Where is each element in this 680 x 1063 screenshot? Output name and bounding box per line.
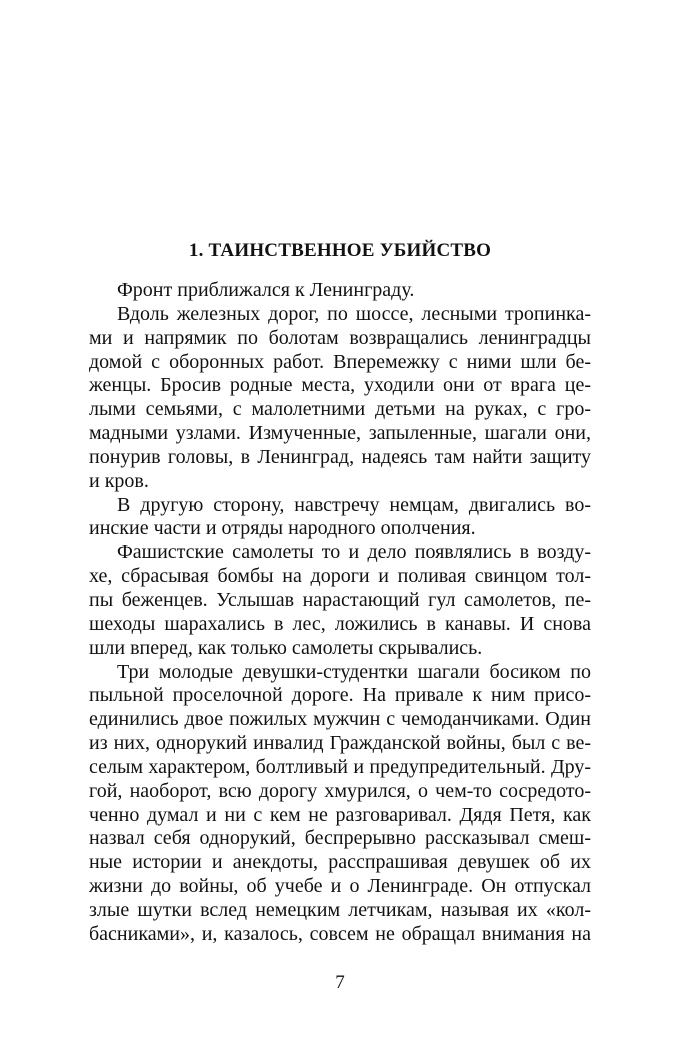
text-line: женцы. Бросив родные места, уходили они от врага це- <box>89 374 591 397</box>
text-line: и кров. <box>89 469 149 492</box>
text-line: ми и напрямик по болотам возвращались ленинградцы <box>89 326 591 349</box>
paragraph <box>89 279 591 303</box>
text-line: гой, наоборот, всю дорогу хмурился, о чем-то сосредото- <box>89 779 591 802</box>
text-line: мадными узлами. Измученные, запыленные, шагали они, <box>89 422 591 445</box>
text-line: жизни до войны, об учебе и о Ленинграде. Он отпускал <box>89 875 591 898</box>
text-line: селым характером, болтливый и предупредительный. Дру- <box>89 755 591 778</box>
text-line: домой с оборонных работ. Вперемежку с ними шли бе- <box>89 350 591 373</box>
text-line: Фашистские самолеты то и дело появлялись в возду- <box>117 541 591 564</box>
book-page <box>89 0 591 1063</box>
text-line: пы беженцев. Услышав нарастающий гул самолетов, пе- <box>89 588 591 611</box>
text-line: Вдоль железных дорог, по шоссе, лесными тропинка- <box>117 302 591 325</box>
paragraph <box>89 494 591 542</box>
text-line: назвал себя однорукий, беспрерывно рассказывал смеш- <box>89 827 591 850</box>
text-line: инские части и отряды народного ополчения. <box>89 517 476 540</box>
text-line: лыми семьями, с малолетними детьми на руках, с гро- <box>89 398 591 421</box>
text-line: из них, однорукий инвалид Гражданской войны, был с ве- <box>89 732 591 755</box>
text-line: пыльной проселочной дороге. На привале к ним присо- <box>89 684 591 707</box>
text-line: понурив головы, в Ленинград, надеясь там найти защиту <box>89 445 591 468</box>
page-number: 7 <box>335 972 345 993</box>
text-line: ченно думал и ни с кем не разговаривал. Дядя Петя, как <box>89 803 591 826</box>
text-line: В другую сторону, навстречу немцам, двигались во- <box>117 493 591 516</box>
text-line: злые шутки вслед немецким летчикам, называя их «кол- <box>89 898 591 921</box>
paragraph <box>89 541 591 660</box>
text-line: Три молодые девушки-студентки шагали босиком по <box>117 660 591 683</box>
text-line: басниками», и, казалось, совсем не обращал внимания на <box>89 922 591 945</box>
text-line: Фронт приближался к Ленинграду. <box>117 279 415 301</box>
paragraph <box>89 661 591 947</box>
text-line: ные истории и анекдоты, расспрашивая девушек об их <box>89 851 591 874</box>
text-line: шли вперед, как только самолеты скрывались. <box>89 636 483 659</box>
paragraph <box>89 303 591 494</box>
body-text <box>89 279 591 947</box>
text-line: шеходы шарахались в лес, ложились в канавы. И снова <box>89 612 591 635</box>
text-line: хе, сбрасывая бомбы на дороги и поливая свинцом тол- <box>89 565 591 588</box>
chapter-title: 1. ТАИНСТВЕННОЕ УБИЙСТВО <box>188 240 492 261</box>
text-line: единились двое пожилых мужчин с чемоданчиками. Один <box>89 708 591 731</box>
